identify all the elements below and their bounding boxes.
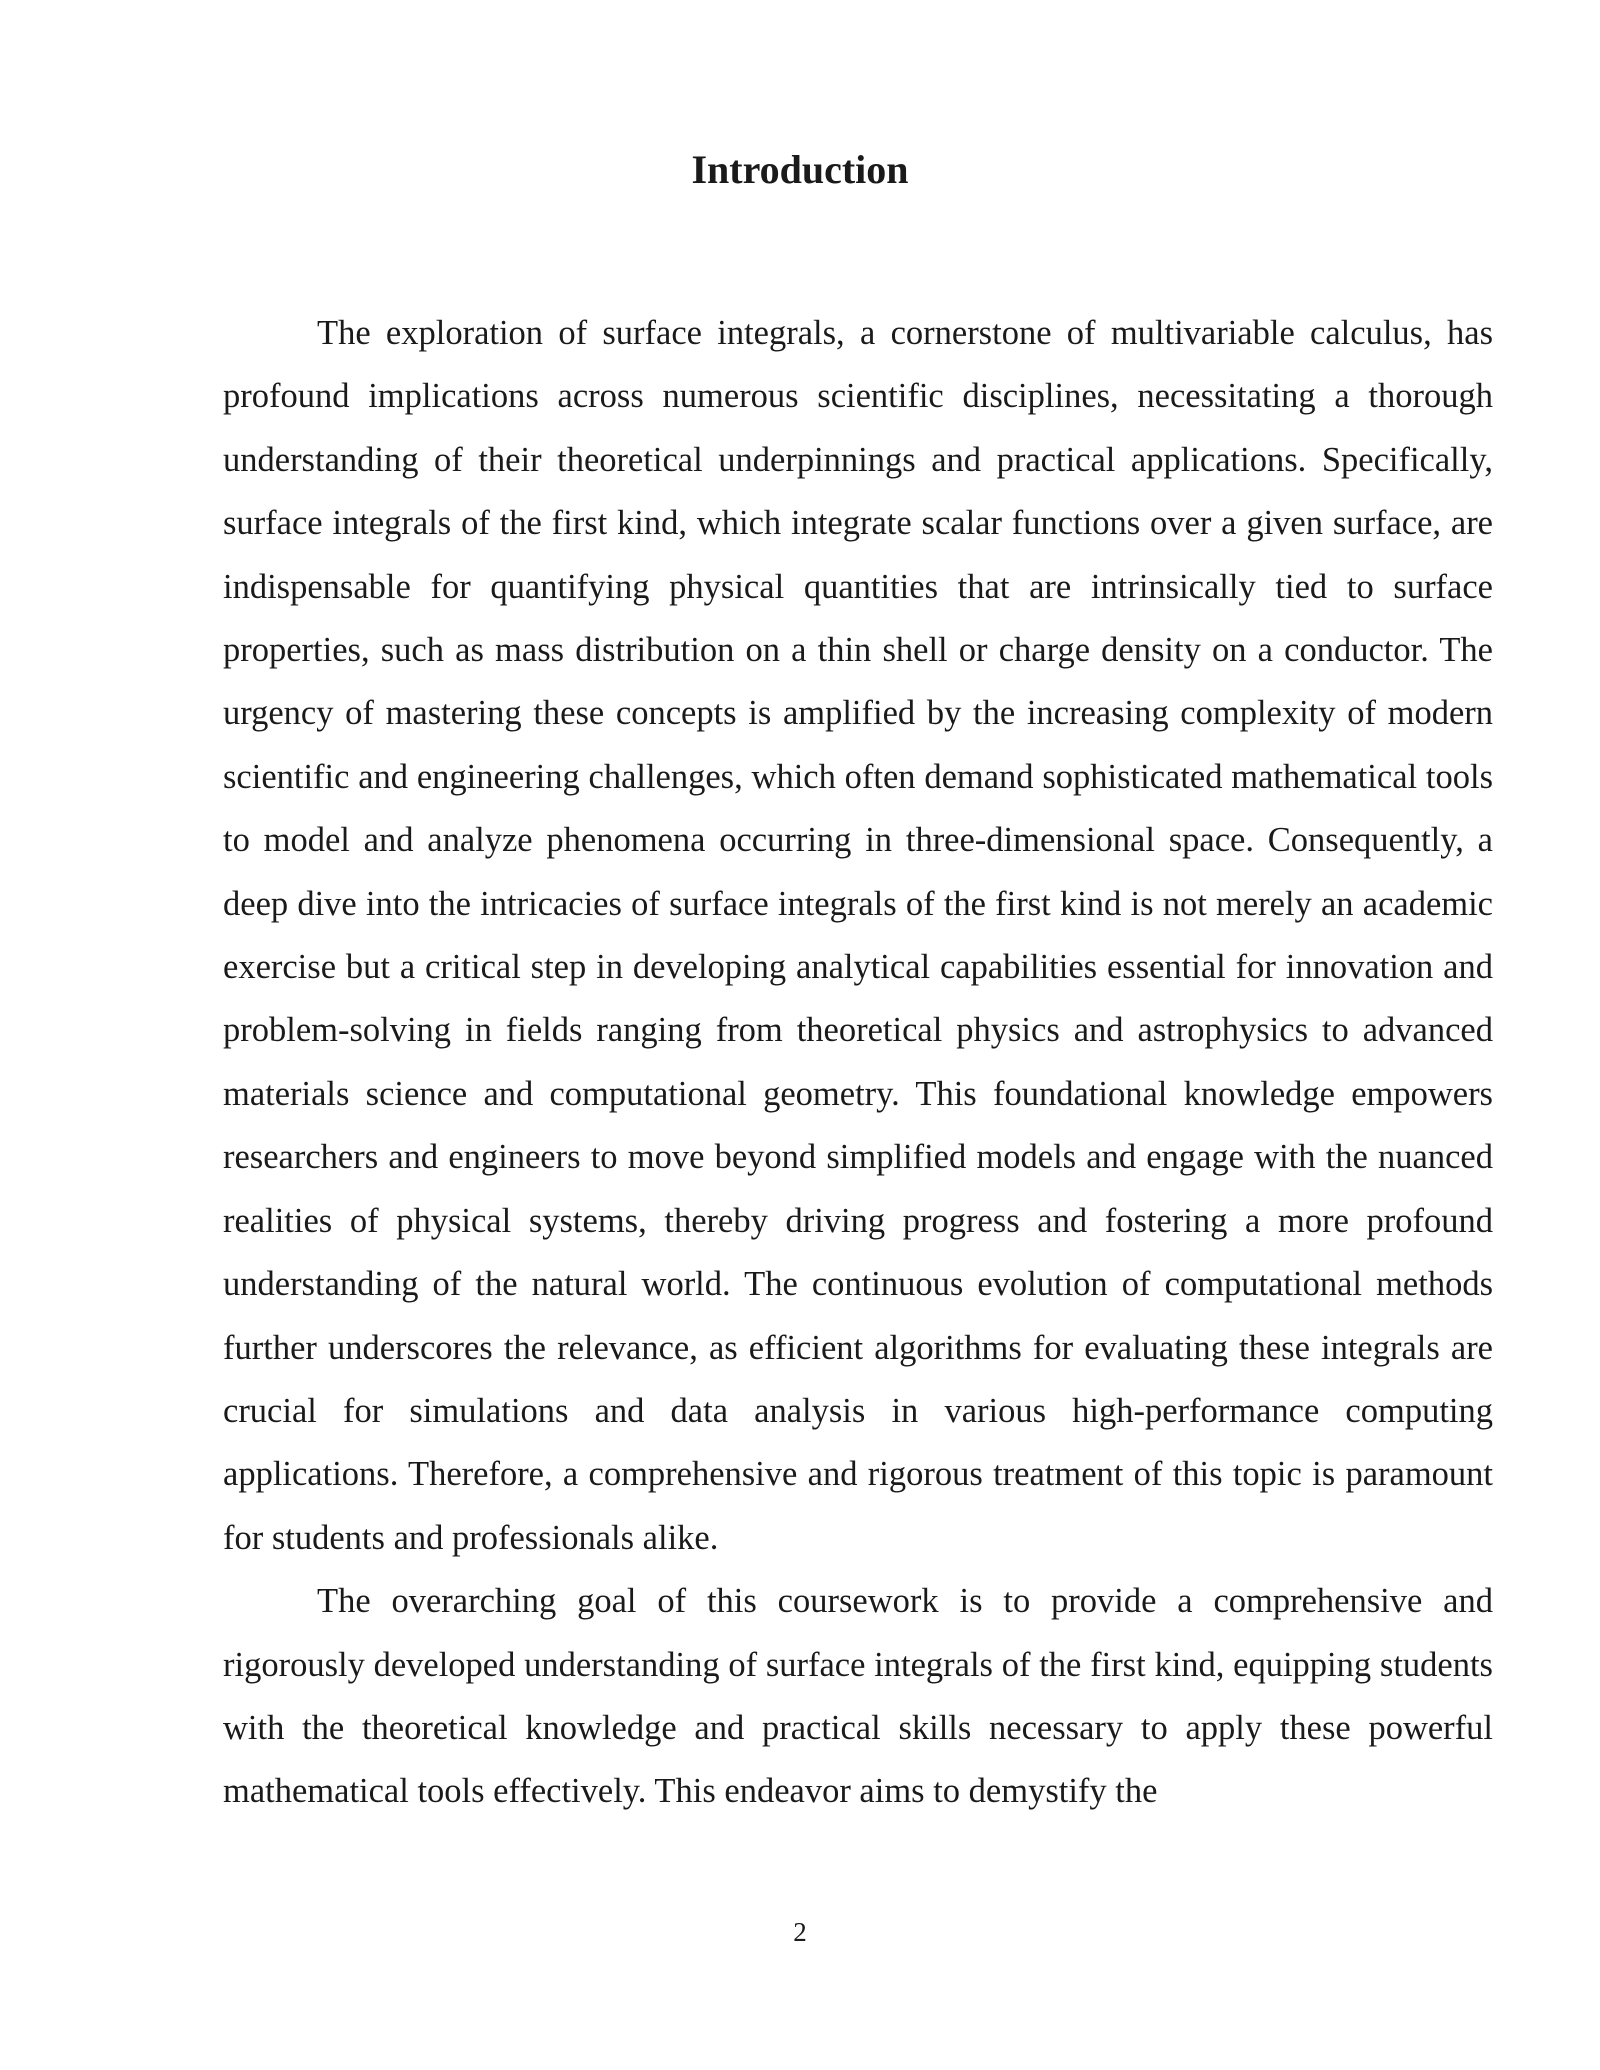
body-text bbox=[223, 302, 1493, 1824]
paragraph-2: The overarching goal of this coursework is to provide a comprehensive and rigorously developed understanding of surface integrals of the first kind, equipping students with the theoretical knowledge and practical skills necessary to apply these powerful mathematical tools effectively. This endeavor aims to demystify the bbox=[223, 1582, 1493, 1811]
page-number: 2 bbox=[793, 1917, 807, 1947]
paragraph-1: The exploration of surface integrals, a cornerstone of multivariable calculus, has profound implications across numerous scientific disciplines, necessitating a thorough understanding of their theoretical underpinnings and practical applications. Specifically, surface integrals of the first kind, which integrate scalar functions over a given surface, are indispensable for quantifying physical quantities that are intrinsically tied to surface properties, such as mass distribution on a thin shell or charge density on a conductor. The urgency of mastering these concepts is amplified by the increasing complexity of modern scientific and engineering challenges, which often demand sophisticated mathematical tools to model and analyze phenomena occurring in three-dimensional space. Consequently, a deep dive into the intricacies of surface integrals of the first kind is not merely an academic exercise but a critical step in developing analytical capabilities essential for innovation and problem-solving in fields ranging from theoretical physics and astrophysics to advanced materials science and computational geometry. This foundational knowledge empowers researchers and engineers to move beyond simplified models and engage with the nuanced realities of physical systems, thereby driving progress and fostering a more profound understanding of the natural world. The continuous evolution of computational methods further underscores the relevance, as efficient algorithms for evaluating these integrals are crucial for simulations and data analysis in various high-performance computing applications. Therefore, a comprehensive and rigorous treatment of this topic is paramount for students and professionals alike. bbox=[223, 314, 1493, 1557]
section-title: Introduction bbox=[691, 147, 909, 192]
